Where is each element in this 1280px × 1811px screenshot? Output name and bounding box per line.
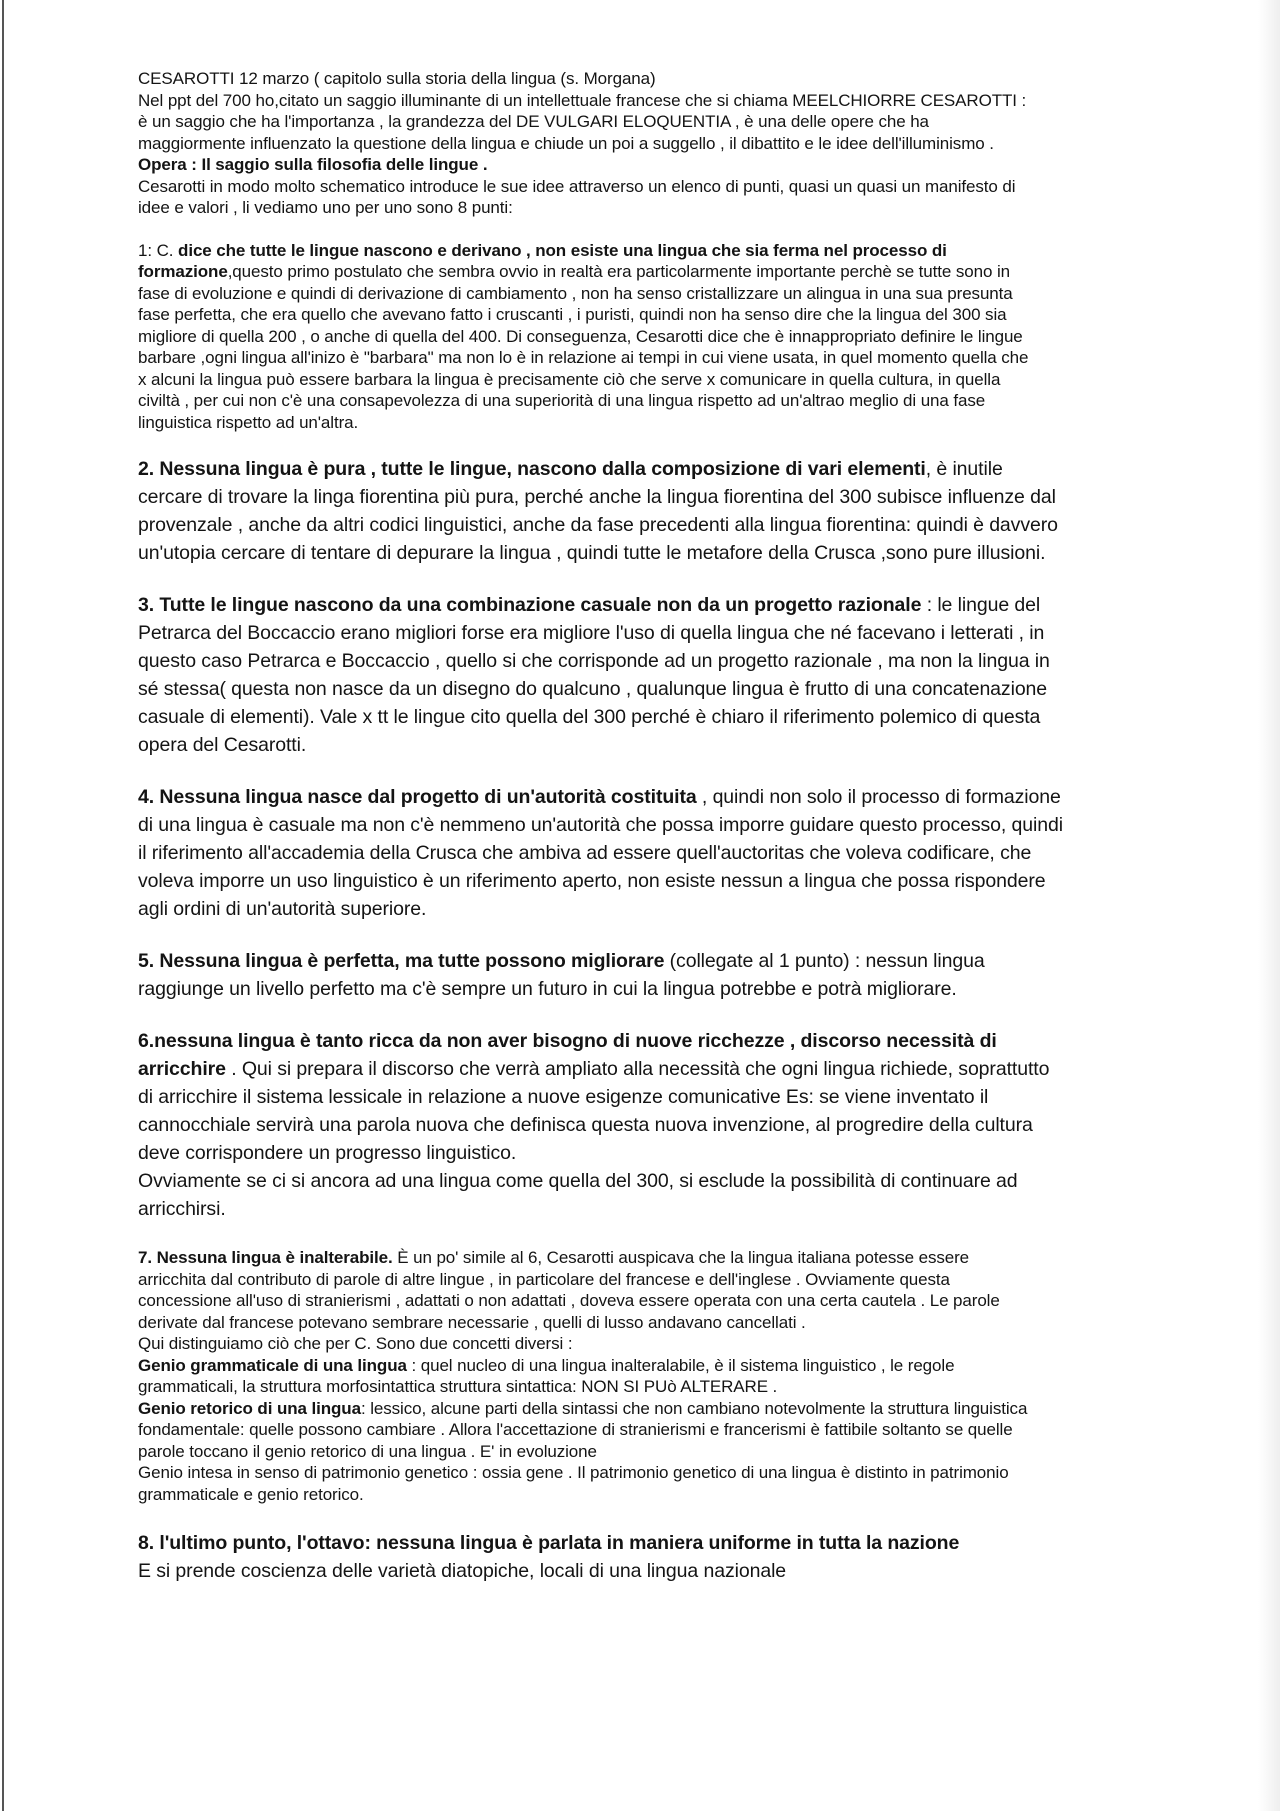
point-1-number: 1: C. (138, 240, 179, 260)
text-line: arricchirsi. (138, 1198, 226, 1220)
genio-grammaticale-line (138, 1355, 1198, 1377)
point-7-first-line (138, 1247, 1198, 1269)
point-5-heading: 5. Nessuna lingua è perfetta, ma tutte possono migliorare (138, 950, 665, 972)
text-line: fase perfetta, che era quello che avevano fatto i cruscanti , i puristi, quindi non ha senso dire che la lingua del 300 sia (138, 305, 1007, 324)
point-2 (138, 455, 1198, 567)
text-line: x alcuni la lingua può essere barbara la lingua è precisamente ciò che serve x comunicare in quella cultura, in quella (138, 369, 1001, 389)
genio-retorico-line (138, 1398, 1198, 1420)
point-2-heading: 2. Nessuna lingua è pura , tutte le lingue, nascono dalla composizione di vari elementi (138, 458, 926, 480)
text-line: civiltà , per cui non c'è una consapevolezza di una superiorità di una lingua rispetto ad un'altrao meglio di una fase (138, 391, 986, 410)
point-7 (138, 1247, 1198, 1505)
point-6-heading: 6.nessuna lingua è tanto ricca da non aver bisogno di nuove ricchezze , discorso necessità di (138, 1030, 997, 1052)
point-4 (138, 783, 1198, 923)
genio-retorico-term: Genio retorico di una lingua (138, 1398, 361, 1418)
text-line: è un saggio che ha l'importanza , la grandezza del DE VULGARI ELOQUENTIA , è una delle opere che ha (138, 112, 929, 131)
point-5-text: (collegate al 1 punto) : nessun lingua (664, 950, 985, 972)
text-line: il riferimento all'accademia della Crusca che ambiva ad essere quell'auctoritas che voleva codificare, che (138, 842, 1032, 864)
text-line: cercare di trovare la linga fiorentina più pura, perché anche la lingua fiorentina del 300 subisce influenze dal (138, 486, 1056, 508)
page-shadow (1258, 0, 1280, 1811)
point-8 (138, 1529, 1198, 1585)
point-1 (138, 240, 1198, 434)
text-line: sé stessa( questa non nasce da un disegno do qualcuno , qualunque lingua è frutto di una concatenazione (138, 678, 1048, 700)
point-1-second-line (138, 261, 1198, 283)
text-line: grammaticale e genio retorico. (138, 1484, 364, 1504)
spacer (138, 219, 1198, 240)
text-line: idee e valori , li vediamo uno per uno sono 8 punti: (138, 198, 513, 217)
point-2-text: , è inutile (925, 458, 1003, 480)
text-line: un'utopia cercare di tentare di depurare la lingua , quindi tutte le metafore della Crusca ,sono pure illusioni. (138, 542, 1046, 564)
text-line: agli ordini di un'autorità superiore. (138, 898, 427, 920)
text-line: Genio intesa in senso di patrimonio genetico : ossia gene . Il patrimonio genetico di una lingua è distinto in patrimonio (138, 1463, 1009, 1482)
text-line: grammaticali, la struttura morfosintattica struttura sintattica: NON SI PUò ALTERARE . (138, 1377, 778, 1396)
document-body (138, 68, 1198, 1585)
point-3-first-line (138, 591, 1198, 619)
text-line: arricchita dal contributo di parole di altre lingue , in particolare del francese e dell'inglese . Ovviamente questa (138, 1269, 950, 1289)
genio-grammaticale-definition: : quel nucleo di una lingua inalteralabile, è il sistema linguistico , le regole (406, 1355, 955, 1375)
point-3-heading: 3. Tutte le lingue nascono da una combinazione casuale non da un progetto razionale (138, 594, 922, 616)
text-line: voleva imporre un uso linguistico è un riferimento aperto, non esiste nessun a lingua che possa rispondere (138, 870, 1046, 892)
text-line: Qui distinguiamo ciò che per C. Sono due concetti diversi : (138, 1334, 573, 1353)
text-line: di arricchire il sistema lessicale in relazione a nuove esigenze comunicative Es: se viene inventato il (138, 1086, 989, 1108)
genio-grammaticale-term: Genio grammaticale di una lingua (138, 1355, 407, 1375)
point-6-text: . Qui si prepara il discorso che verrà ampliato alla necessità che ogni lingua richiede, soprattutto (225, 1058, 1050, 1080)
intro-section (138, 68, 1198, 219)
text-line: fondamentale: quelle possono cambiare . Allora l'accettazione di stranierismi e francerismi è fattibile soltanto se quelle (138, 1420, 1013, 1439)
text-line: maggiormente influenzato la questione della lingua e chiude un poi a suggello , il dibattito e le idee dell'illuminismo . (138, 133, 994, 153)
text-line: raggiunge un livello perfetto ma c'è sempre un futuro in cui la lingua potrebbe e potrà migliorare. (138, 978, 957, 1000)
point-5 (138, 947, 1198, 1003)
point-1-text: ,questo primo postulato che sembra ovvio in realtà era particolarmente importante perchè se tutte sono in (227, 262, 1011, 281)
point-1-heading: dice che tutte le lingue nascono e derivano , non esiste una lingua che sia ferma nel processo di (178, 240, 947, 260)
text-line: fase di evoluzione e quindi di derivazione di cambiamento , non ha senso cristallizzare un alingua in una sua presunta (138, 283, 1013, 303)
point-3-text: : le lingue del (921, 594, 1041, 616)
text-line: Petrarca del Boccaccio erano migliori forse era migliore l'uso di quella lingua che né facevano i letterati , in (138, 622, 1045, 644)
text-line: migliore di quella 200 , o anche di quella del 400. Di conseguenza, Cesarotti dice che è innappropriato definire le lingue (138, 326, 1023, 346)
point-7-text: È un po' simile al 6, Cesarotti auspicava che la lingua italiana potesse essere (392, 1248, 970, 1267)
point-1-first-line (138, 240, 1198, 262)
opera-title: Opera : Il saggio sulla filosofia delle lingue . (138, 155, 488, 174)
text-line: questo caso Petrarca e Boccaccio , quello si che corrisponde ad un progetto razionale , ma non la lingua in (138, 650, 1050, 672)
text-line: deve corrispondere un progresso linguistico. (138, 1142, 517, 1164)
point-8-heading: 8. l'ultimo punto, l'ottavo: nessuna lingua è parlata in maniera uniforme in tutta la nazione (138, 1532, 960, 1554)
text-line: di una lingua è casuale ma non c'è nemmeno un'autorità che possa imporre guidare questo processo, quindi (138, 814, 1063, 836)
point-4-text: , quindi non solo il processo di formazione (696, 786, 1061, 808)
text-line: Cesarotti in modo molto schematico introduce le sue idee attraverso un elenco di punti, quasi un quasi un manifesto di (138, 176, 1016, 196)
text-line: derivate dal francese potevano sembrare necessarie , quelli di lusso andavano cancellati . (138, 1312, 806, 1332)
point-6-second-line (138, 1055, 1198, 1083)
point-1-heading-end: formazione (138, 262, 228, 281)
text-line: parole toccano il genio retorico di una lingua . E' in evoluzione (138, 1441, 597, 1461)
point-6 (138, 1027, 1198, 1223)
genio-retorico-definition: : lessico, alcune parti della sintassi che non cambiano notevolmente la struttura linguistica (360, 1398, 1028, 1418)
point-2-first-line (138, 455, 1198, 483)
text-line: barbare ,ogni lingua all'inizo è "barbara" ma non lo è in relazione ai tempi in cui viene usata, in quel momento quella che (138, 348, 1029, 367)
point-4-first-line (138, 783, 1198, 811)
text-line: Ovviamente se ci si ancora ad una lingua come quella del 300, si esclude la possibilità di continuare ad (138, 1170, 1018, 1192)
text-line: casuale di elementi). Vale x tt le lingue cito quella del 300 perché è chiaro il riferimento polemico di questa (138, 706, 1041, 728)
text-line: Nel ppt del 700 ho,citato un saggio illuminante di un intellettuale francese che si chiama MEELCHIORRE CESAROTTI : (138, 90, 1027, 110)
page-edge-line (2, 0, 4, 1811)
text-line: E si prende coscienza delle varietà diatopiche, locali di una lingua nazionale (138, 1560, 787, 1582)
text-line: provenzale , anche da altri codici linguistici, anche da fase precedenti alla lingua fiorentina: quindi è davvero (138, 514, 1058, 536)
point-3 (138, 591, 1198, 759)
document-heading: CESAROTTI 12 marzo ( capitolo sulla storia della lingua (s. Morgana) (138, 69, 656, 88)
point-4-heading: 4. Nessuna lingua nasce dal progetto di un'autorità costituita (138, 786, 697, 808)
point-7-heading: 7. Nessuna lingua è inalterabile. (138, 1248, 393, 1267)
text-line: concessione all'uso di stranierismi , adattati o non adattati , doveva essere operata con una certa cautela . Le parole (138, 1291, 1000, 1310)
text-line: linguistica rispetto ad un'altra. (138, 412, 359, 432)
point-6-heading-end: arricchire (138, 1058, 226, 1080)
text-line: opera del Cesarotti. (138, 734, 307, 756)
point-5-first-line (138, 947, 1198, 975)
text-line: cannocchiale servirà una parola nuova che definisca questa nuova invenzione, al progredire della cultura (138, 1114, 1033, 1136)
